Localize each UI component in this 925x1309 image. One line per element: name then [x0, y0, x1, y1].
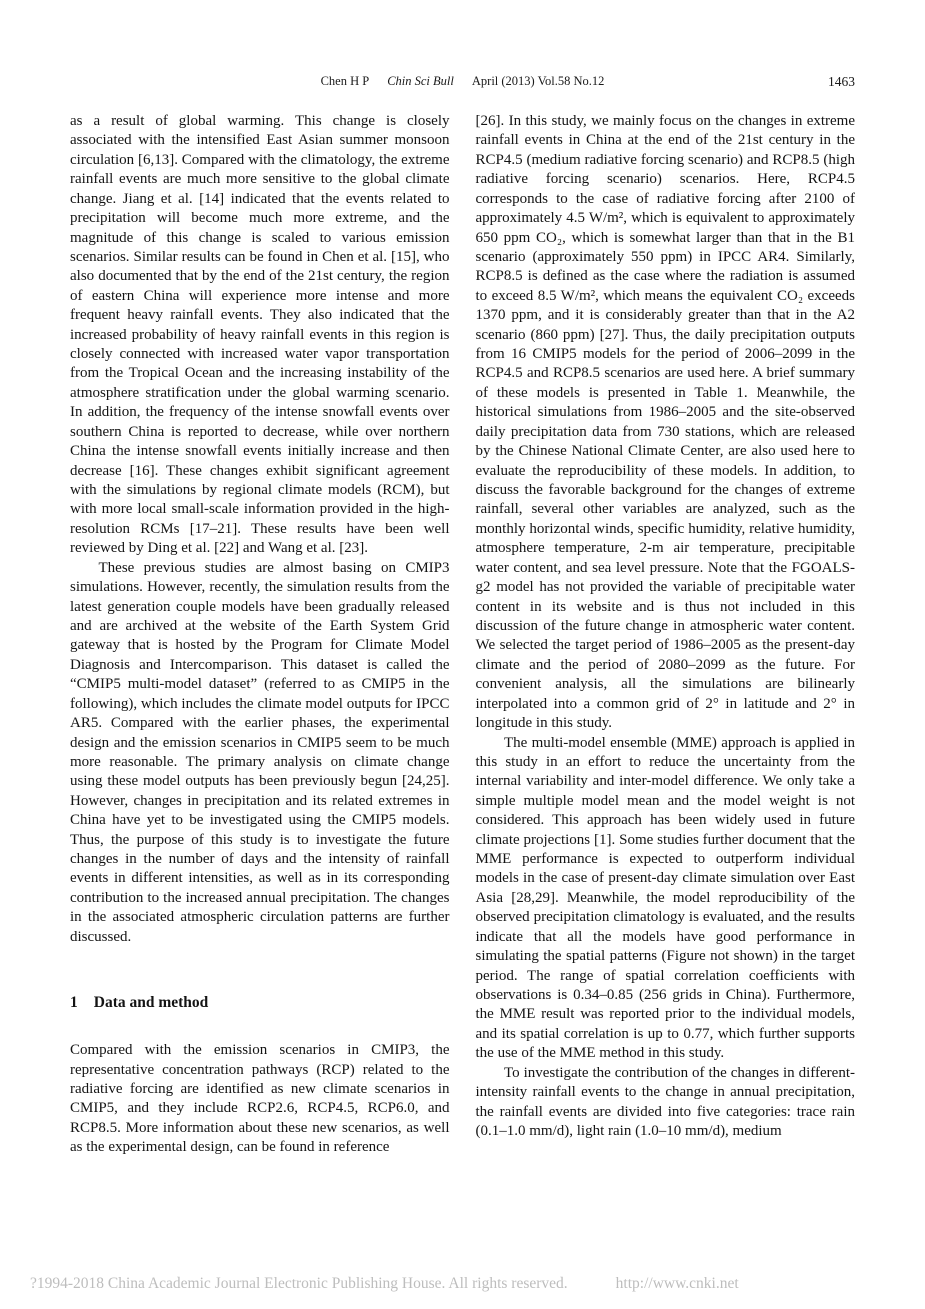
page-header — [70, 74, 855, 92]
paragraph-right-2: The multi-model ensemble (MME) approach is applied in this study in an effort to reduce the uncertainty from the internal variability and inter-model difference. We only take a simple multiple model mean and the model weight is not considered. This approach has been widely used in future climate projections [1]. Some studies further document that the MME performance is expected to outperform individual models in the case of present-day climate simulation over East Asia [28,29]. Meanwhile, the model reproducibility of the observed precipitation climatology is evaluated, and the results indicate that all the models have good performance in simulating the spatial patterns (Figure not shown) in the target period. The range of spatial correlation coefficients with observations is 0.34–0.85 (256 grids in China). Furthermore, the MME result was reported prior to the individual models, and its spatial correlation is up to 0.77, which further supports the use of the MME method in this study. — [475, 734, 855, 1062]
paragraph-right-3: To investigate the contribution of the changes in different-intensity rainfall events to the change in annual precipitation, the rainfall events are divided into five categories: trace rain (0.1–1.0 mm/d), light rain (1.0–10 mm/d), medium — [475, 1064, 855, 1139]
paragraph-left-1: as a result of global warming. This change is closely associated with the intensified East Asian summer monsoon circulation [6,13]. Compared with the climatology, the extreme rainfall events are much more sensitive to the global climate change. Jiang et al. [14] indicated that the events related to precipitation will become much more extreme, and the magnitude of this change is scaled to various emission scenarios. Similar results can be found in Chen et al. [15], who also documented that by the end of the 21st century, the region of eastern China will experience more intense and more frequent heavy rainfall events. They also indicated that the increased probability of heavy rainfall events in this region is closely connected with increased water vapor transportation from the Tropical Ocean and the increasing instability of the atmosphere stratification under the global warming scenario. In addition, the frequency of the intense snowfall events over southern China is reported to decrease, while over northern China the intense snowfall events initially increase and then decrease [16]. These changes exhibit significant agreement with the simulations by regional climate models (RCM), but with more local small-scale information provided in the high-resolution RCMs [17–21]. These results have been well reviewed by Ding et al. [22] and Wang et al. [23]. — [70, 113, 450, 557]
section-title: Data and method — [93, 994, 209, 1012]
author-name: Chen H P — [320, 74, 370, 88]
cnki-url[interactable]: http://www.cnki.net — [615, 1275, 739, 1292]
issue-info: April (2013) Vol.58 No.12 — [471, 74, 605, 88]
paragraph-left-2: These previous studies are almost basing on CMIP3 simulations. However, recently, the simulation results from the latest generation couple models have been gradually released and are archived at the website of the Earth System Grid gateway that is hosted by the Program for Climate Model Diagnosis and Intercomparison. This dataset is called the “CMIP5 multi-model dataset” (referred to as CMIP5 in the following), which includes the climate model outputs for IPCC AR5. Compared with the earlier phases, the experimental design and the emission scenarios in CMIP5 seem to be much more reasonable. The primary analysis on climate change using these model outputs has been previously begun [24,25]. However, changes in precipitation and its related extremes in China have yet to be investigated using the CMIP5 models. Thus, the purpose of this study is to investigate the future changes in the number of days and the intensity of rainfall events in different intensities, as well as in its corresponding contribution to the increased annual precipitation. The changes in the associated atmospheric circulation patterns are further discussed. — [70, 559, 450, 945]
page-footer — [30, 1275, 895, 1293]
right-column — [476, 112, 856, 1158]
section-number: 1 — [70, 994, 78, 1012]
article-body — [70, 112, 855, 1158]
paragraph-left-3: Compared with the emission scenarios in CMIP3, the representative concentration pathways (RCP) related to the radiative forcing are identified as new climate scenarios in CMIP5, and they include RCP2.6, RCP4.5, RCP6.0, and RCP8.5. More information about these new scenarios, as well as the experimental design, can be found in reference — [70, 1042, 450, 1156]
journal-name: Chin Sci Bull — [387, 74, 454, 88]
page-number: 1463 — [828, 74, 855, 89]
section-heading-data-and-method — [70, 993, 450, 1013]
left-column — [70, 112, 450, 1158]
running-head — [70, 74, 855, 89]
paragraph-right-1: [26]. In this study, we mainly focus on the changes in extreme rainfall events in China at the end of the 21st century in the RCP4.5 (medium radiative forcing scenario) and RCP8.5 (high radiative forcing scenario) scenarios. Here, RCP4.5 corresponds to the case of radiative forcing after 2100 of approximately 4.5 W/m², which is equivalent to approximately 650 ppm CO₂, which is somewhat larger than that in the B1 scenario (approximately 550 ppm) in IPCC AR4. Similarly, RCP8.5 is defined as the case where the radiation is assumed to exceed 8.5 W/m², which means the equivalent CO₂ exceeds 1370 ppm, and it is considerably greater than that in the A2 scenario (860 ppm) [27]. Thus, the daily precipitation outputs from 16 CMIP5 models for the period of 2006–2099 in the RCP4.5 and RCP8.5 scenarios are used here. A brief summary of these models is presented in Table 1. Meanwhile, the historical simulations from 1986–2005 and the site-observed daily precipitation data from 730 stations, which are released by the Chinese National Climate Center, are also used here to evaluate the reproducibility of these models. In addition, to discuss the favorable background for the changes of extreme rainfall, several other variables are analyzed, such as the monthly horizontal winds, specific humidity, relative humidity, atmosphere temperature, 2-m air temperature, precipitable water content, and sea level pressure. Note that the FGOALS-g2 model has not provided the variable of precipitable water content in its website and is thus not included in this discussion of the future change in atmospheric water content. We selected the target period of 1986–2005 as the present-day climate and the period of 2080–2099 as the future. For convenient analysis, all the simulations are bilinearly interpolated into a common grid of 2° in latitude and 2° in longitude in this study. — [475, 113, 855, 732]
copyright-text: ?1994-2018 China Academic Journal Electronic Publishing House. All rights reserved. — [30, 1275, 568, 1292]
